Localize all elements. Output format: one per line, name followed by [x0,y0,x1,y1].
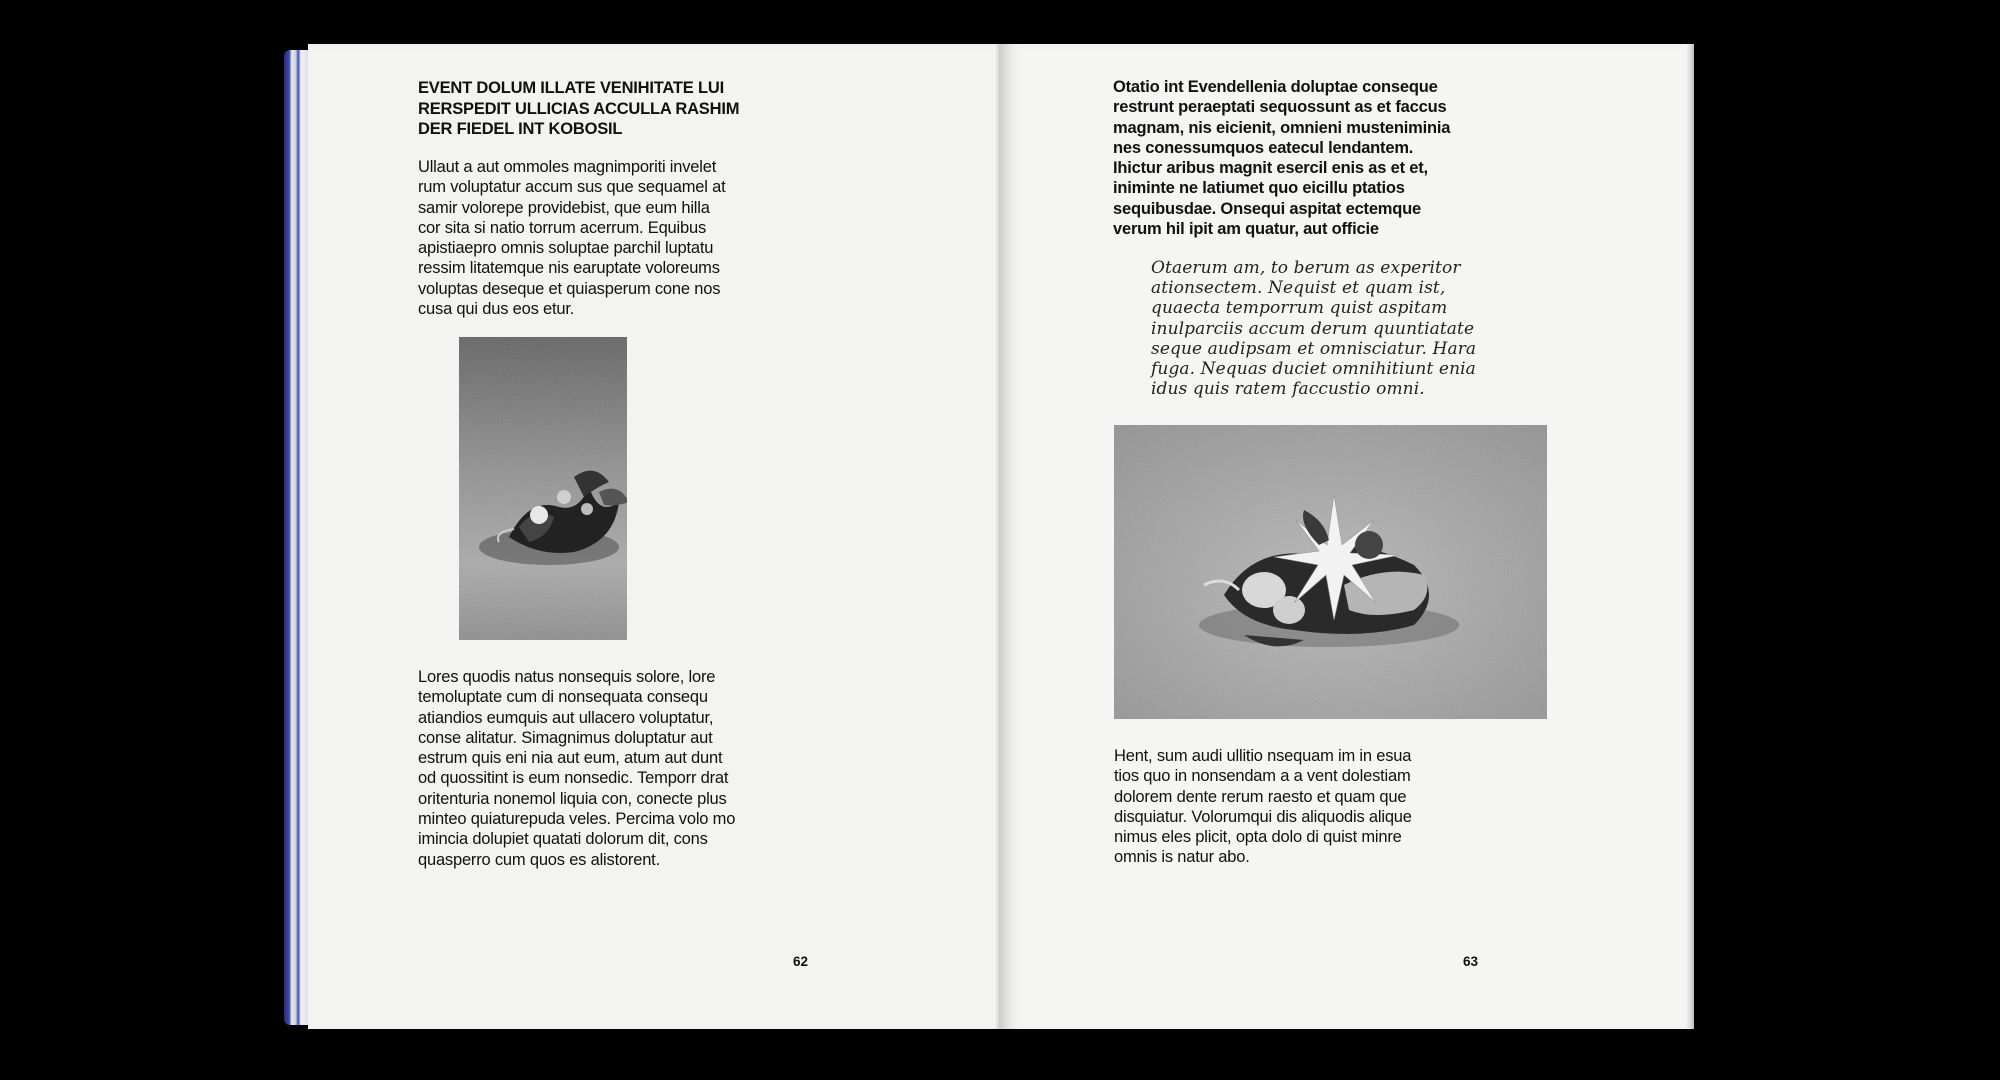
text-line: oritenturia nonemol liquia con, conecte plus [418,789,727,808]
left-page [308,44,1020,1029]
quote-line: ationsectem. Nequist et quam ist, [1151,278,1446,299]
text-line: quasperro cum quos es alistorent. [418,850,660,869]
open-book [284,44,1694,1029]
book-edge-left [284,50,310,1025]
text-line: Lores quodis natus nonsequis solore, lore [418,668,716,686]
text-line: restrunt peraeptati sequossunt as et faccus [1113,98,1447,117]
book-edge-right [1686,44,1694,1029]
text-line: verum hil ipit am quatur, aut officie [1113,220,1379,239]
text-line: nes conessumquos eatecul lendantem. [1113,138,1414,157]
text-line: atiandios eumquis aut ullacero voluptatur, [418,708,714,727]
text-line: omnis is natur abo. [1114,848,1250,867]
page-number-right: 63 [1463,954,1479,969]
quote-line: fuga. Nequas duciet omnihitiunt enia [1151,359,1476,380]
text-line: apistiaepro omnis soluptae parchil luptatu [418,239,714,258]
quote-line: Otaerum am, to berum as experitor [1151,258,1461,278]
right-paragraph [1114,746,1412,868]
text-line: voluptas deseque et quiasperum cone nos [418,279,721,298]
heading-line: RERSPEDIT ULLICIAS ACCULLA RASHIM [418,99,740,118]
still-life-star-photo [1114,425,1547,719]
text-line: Ihictur aribus magnit esercil enis as et et, [1113,159,1428,178]
text-line: rum voluptatur accum sus que sequamel at [418,178,726,197]
quote-line: quaecta temporrum quist aspitam [1151,298,1448,319]
text-line: dolorem dente rerum raesto et quam que [1114,787,1407,806]
text-line: tios quo in nonsendam a a vent dolestiam [1114,767,1411,786]
text-line: disquiatur. Volorumqui dis aliquodis alique [1114,807,1412,826]
text-line: conse alitatur. Simagnimus doluptatur aut [418,728,713,747]
text-line: Ullaut a aut ommoles magnimporiti invelet [418,158,717,176]
right-page [999,44,1686,1029]
text-line: Otatio int Evendellenia doluptae conseque [1113,78,1438,96]
quote-line: seque audipsam et omnisciatur. Hara [1151,338,1477,359]
text-line: iniminte ne latiumet quo eicillu ptatios [1113,179,1405,198]
heading-line: DER FIEDEL INT KOBOSIL [418,120,623,138]
flower-bouquet-photo [459,337,627,640]
page-number-left: 62 [793,954,809,969]
text-line: temoluptate cum di nonsequata consequ [418,688,708,707]
text-line: imincia dolupiet quatati dolorum dit, cons [418,830,708,849]
text-line: Hent, sum audi ullitio nsequam im in esua [1114,747,1412,765]
text-line: minteo quiaturepuda veles. Percima volo mo [418,810,736,829]
right-pull-quote [1151,258,1476,399]
left-page-heading [418,78,739,140]
right-lead-paragraph [1113,77,1450,239]
left-paragraph-1 [418,157,726,319]
heading-line: EVENT DOLUM ILLATE VENIHITATE LUI [418,79,724,97]
text-line: magnam, nis eicienit, omnieni musteniminia [1113,118,1451,137]
quote-line: inulparciis accum derum quuntiatate [1151,318,1475,339]
text-line: cor sita si natio torrum acerrum. Equibus [418,218,706,237]
text-line: samir volorepe providebist, que eum hilla [418,198,710,217]
quote-line: idus quis ratem faccustio omni. [1151,379,1425,400]
text-line: ressim litatemque nis earuptate voloreums [418,259,720,278]
text-line: od quossitint is eum nonsedic. Temporr drat [418,769,729,788]
text-line: estrum quis eni nia aut eum, atum aut dunt [418,749,723,768]
text-line: nimus eles plicit, opta dolo di quist minre [1114,828,1402,847]
text-line: cusa qui dus eos etur. [418,300,575,319]
left-paragraph-2 [418,667,735,870]
text-line: sequibusdae. Onsequi aspitat ectemque [1113,199,1422,218]
